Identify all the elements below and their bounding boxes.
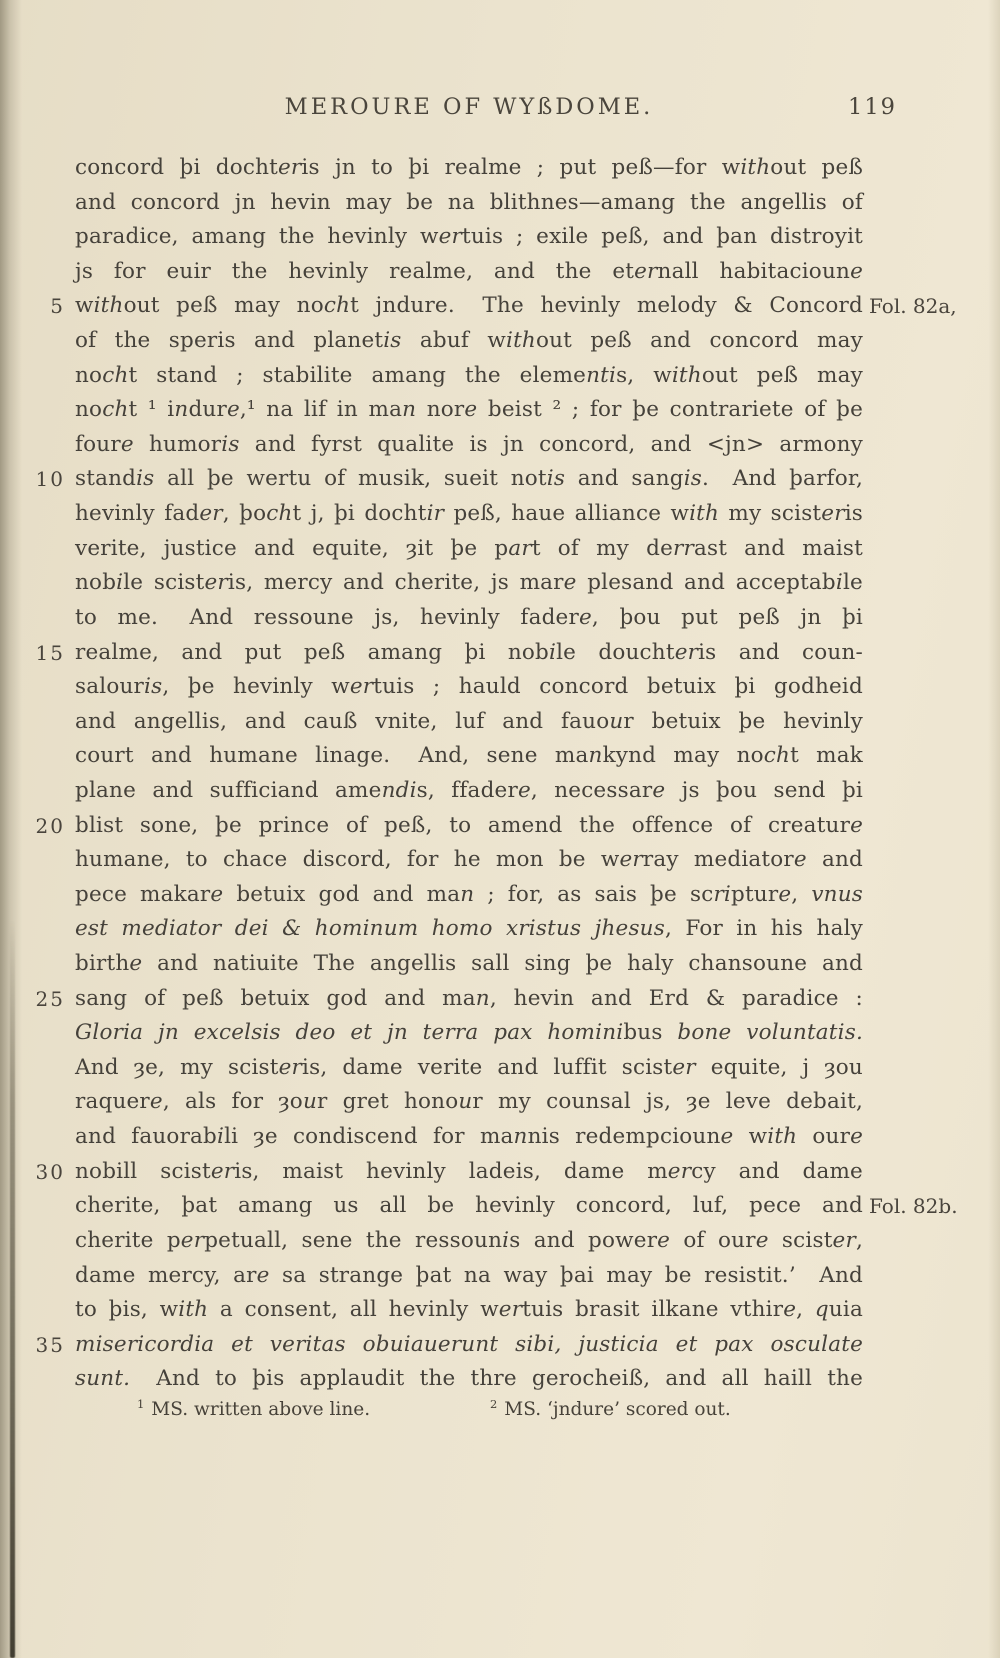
line-text: and fauorabili ȝe condiscend for mannis redempcioune with oure [75, 1124, 863, 1150]
body-line [75, 324, 863, 359]
line-text: paradice, amang the hevinly wertuis ; exile peß, and þan distroyit [75, 224, 863, 250]
body-line [75, 670, 863, 705]
line-number: 30 [35, 1159, 65, 1184]
line-text: cherite perpetuall, sene the ressounis and powere of oure scister, [75, 1227, 863, 1253]
body-line [35, 982, 863, 1017]
body-line [75, 774, 863, 809]
footnotes [0, 1396, 1000, 1433]
line-text: plane and sufficiand amendis, ffadere, necessare js þou send þi [75, 777, 863, 803]
line-text: realme, and put peß amang þi nobile douchteris and coun- [75, 639, 863, 665]
line-text: to me. And ressoune js, hevinly fadere, þou put peß jn þi [75, 604, 863, 630]
body-line [75, 705, 863, 740]
line-text: nobile scisteris, mercy and cherite, js mare plesand and acceptabile [75, 570, 863, 596]
body-line [75, 1051, 863, 1086]
footnote-text: MS. written above line. [151, 1399, 371, 1420]
line-text: and angellis, and cauß vnite, luf and fauour betuix þe hevinly [75, 708, 863, 734]
body-line [75, 359, 863, 394]
line-text: js for euir the hevinly realme, and the eternall habitacioune [75, 258, 863, 284]
line-number: 15 [35, 640, 65, 665]
body-line [75, 532, 863, 567]
line-text: humane, to chace discord, for he mon be werray mediatore and [75, 847, 863, 873]
line-text: misericordia et veritas obuiauerunt sibi, justicia et pax osculate [75, 1331, 863, 1357]
line-text: And ȝe, my scisteris, dame verite and luffit scister equite, j ȝou [75, 1054, 863, 1080]
body-line [75, 947, 863, 982]
body-line [75, 1120, 863, 1155]
line-text: salouris, þe hevinly wertuis ; hauld concord betuix þi godheid [75, 674, 863, 700]
body-line [75, 497, 863, 532]
body-line [75, 878, 863, 913]
line-text: sang of peß betuix god and man, hevin and Erd & paradice : [75, 985, 863, 1011]
body-line [75, 1085, 863, 1120]
line-text: raquere, als for ȝour gret honour my counsal js, ȝe leve debait, [75, 1089, 863, 1115]
folio-note: Fol. 82b. [869, 1194, 958, 1219]
text-block [35, 151, 958, 1397]
footnote-1 [137, 1396, 371, 1420]
line-text: foure humoris and fyrst qualite is jn concord, and <jn> armony [75, 431, 863, 457]
body-line [75, 1189, 958, 1224]
running-header [75, 94, 897, 126]
line-text: cherite, þat amang us all be hevinly concord, luf, pece and [75, 1193, 863, 1219]
line-text: verite, justice and equite, ȝit þe part of my derrast and maist [75, 535, 863, 561]
line-text: nobill scisteris, maist hevinly ladeis, dame mercy and dame [75, 1158, 863, 1184]
running-title: MEROURE OF WYßDOME. [284, 94, 654, 120]
line-text: birthe and natiuite The angellis sall sing þe haly chansoune and [75, 951, 863, 977]
line-number: 25 [35, 986, 65, 1011]
body-line [35, 809, 863, 844]
page-edge-line [10, 920, 15, 1658]
body-line [75, 1016, 863, 1051]
line-text: standis all þe wertu of musik, sueit notis and sangis. And þarfor, [75, 466, 863, 492]
line-text: hevinly fader, þocht j, þi dochtir peß, haue alliance with my scisteris [75, 501, 863, 527]
body-line [35, 1328, 863, 1363]
line-text: pece makare betuix god and man ; for, as sais þe scripture, vnus [75, 881, 863, 907]
body-line [50, 289, 957, 324]
body-line [75, 1224, 863, 1259]
line-text: nocht ¹ indure,¹ na lif in man nore beist ² ; for þe contrariete of þe [75, 397, 864, 423]
footnote-text: MS. ‘jndure’ scored out. [504, 1399, 731, 1420]
body-line [75, 739, 863, 774]
body-line [75, 428, 863, 463]
line-number: 5 [50, 294, 65, 319]
folio-note: Fol. 82a, [869, 294, 957, 319]
body-line [75, 843, 863, 878]
line-text: court and humane linage. And, sene mankynd may nocht mak [75, 743, 863, 769]
body-line [35, 462, 863, 497]
body-line [75, 1362, 863, 1397]
line-text: concord þi dochteris jn to þi realme ; put peß—for without peß [75, 155, 864, 180]
line-text: and concord jn hevin may be na blithnes—amang the angellis of [75, 189, 863, 215]
footnote-marker: 2 [490, 1396, 498, 1411]
page-number: 119 [848, 94, 897, 120]
line-number: 35 [35, 1332, 65, 1357]
body-line [75, 255, 863, 290]
line-text: without peß may nocht jndure. The hevinly melody & Concord [75, 293, 863, 319]
line-text: sunt. And to þis applaudit the thre gerocheiß, and all haill the [75, 1366, 863, 1392]
line-number: 20 [35, 813, 65, 838]
line-text: to þis, with a consent, all hevinly wertuis brasit ilkane vthire, quia [75, 1297, 863, 1323]
line-text: dame mercy, are sa strange þat na way þai may be resistit.’ And [75, 1262, 863, 1288]
body-line [75, 601, 863, 636]
body-line [75, 151, 863, 186]
body-line [75, 912, 863, 947]
body-line [75, 1259, 863, 1294]
body-line [75, 220, 863, 255]
line-text: est mediator dei & hominum homo xristus jhesus, For in his haly [75, 916, 864, 942]
line-text: of the speris and planetis abuf without peß and concord may [75, 328, 863, 354]
body-line [75, 393, 863, 428]
line-text: Gloria jn excelsis deo et jn terra pax hominibus bone voluntatis. [75, 1020, 863, 1046]
body-line [75, 1293, 863, 1328]
line-number: 10 [35, 467, 65, 492]
body-line [75, 186, 863, 221]
body-line [75, 566, 863, 601]
footnote-2 [490, 1396, 731, 1420]
line-text: blist sone, þe prince of peß, to amend the offence of creature [75, 812, 863, 838]
line-text: nocht stand ; stabilite amang the elementis, without peß may [75, 362, 864, 388]
footnote-marker: 1 [137, 1396, 145, 1411]
body-line [35, 1155, 863, 1190]
body-line [35, 636, 863, 671]
